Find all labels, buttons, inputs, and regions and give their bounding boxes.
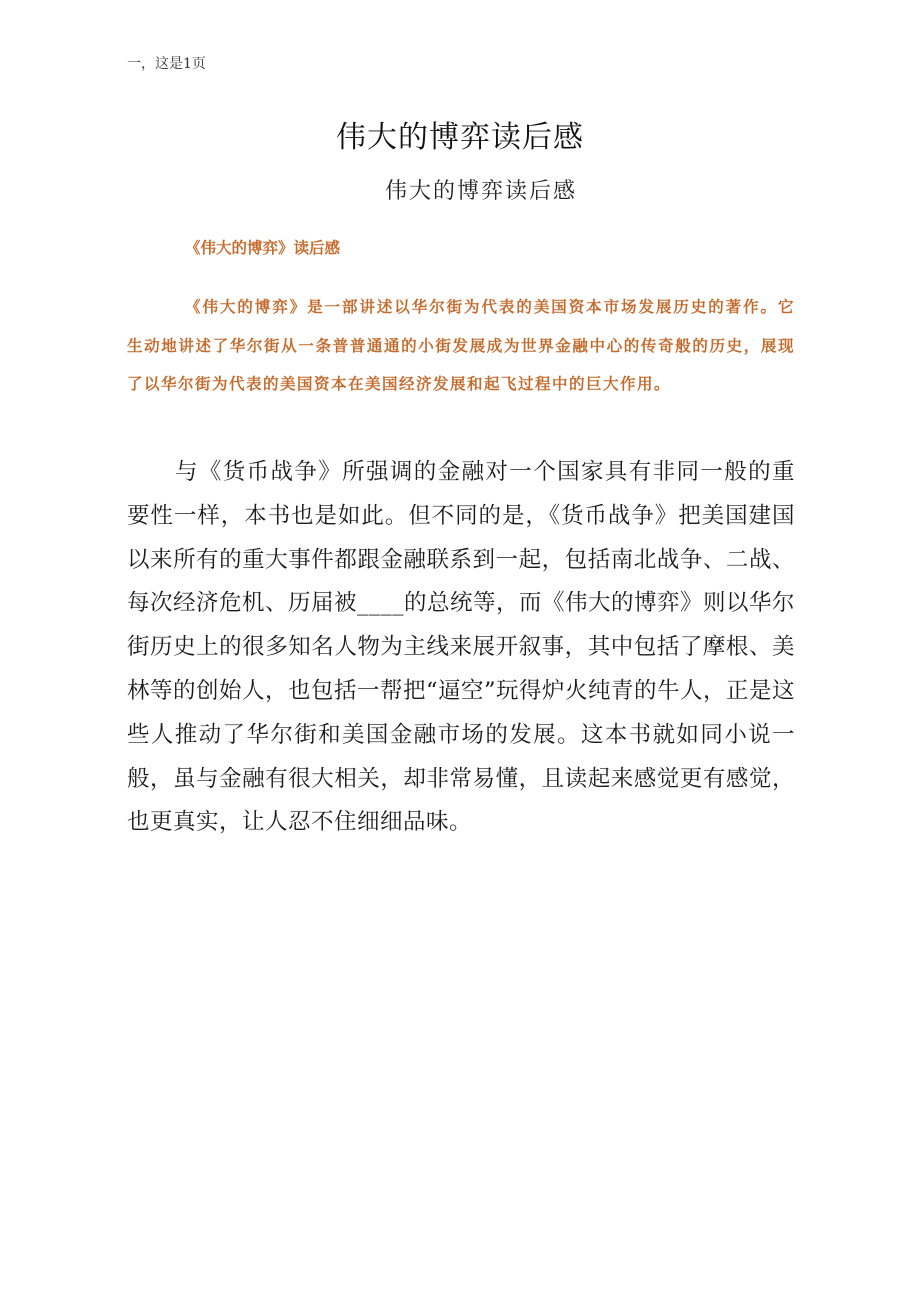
document-title: 伟大的博弈读后感	[336, 120, 584, 155]
document-subtitle: 伟大的博弈读后感	[385, 179, 578, 204]
quote-paragraph: 《伟大的博弈》是一部讲述以华尔街为代表的美国资本市场发展历史的著作。它生动地讲述了华尔街从一条普普通通的小街发展成为世界金融中心的传奇般的历史，展现了以华尔街为代表的美国资本在美国经济发展和起飞过程中的巨大作用。	[127, 298, 795, 393]
quote-heading: 《伟大的博弈》读后感	[185, 239, 341, 257]
page-header-label: 一，这是1页	[127, 56, 206, 72]
body-paragraph: 与《货币战争》所强调的金融对一个国家具有非同一般的重要性一样，本书也是如此。但不同的是，《货币战争》把美国建国以来所有的重大事件都跟金融联系到一起，包括南北战争、二战、每次经济危机、历届被____的总统等，而《伟大的博弈》则以华尔街历史上的很多知名人物为主线来展开叙事，其中包括了摩根、美林等的创始人，也包括一帮把“逼空”玩得炉火纯青的牛人，正是这些人推动了华尔街和美国金融市场的发展。这本书就如同小说一般，虽与金融有很大相关，却非常易懂，且读起来感觉更有感觉，也更真实，让人忍不住细细品味。	[127, 459, 796, 836]
